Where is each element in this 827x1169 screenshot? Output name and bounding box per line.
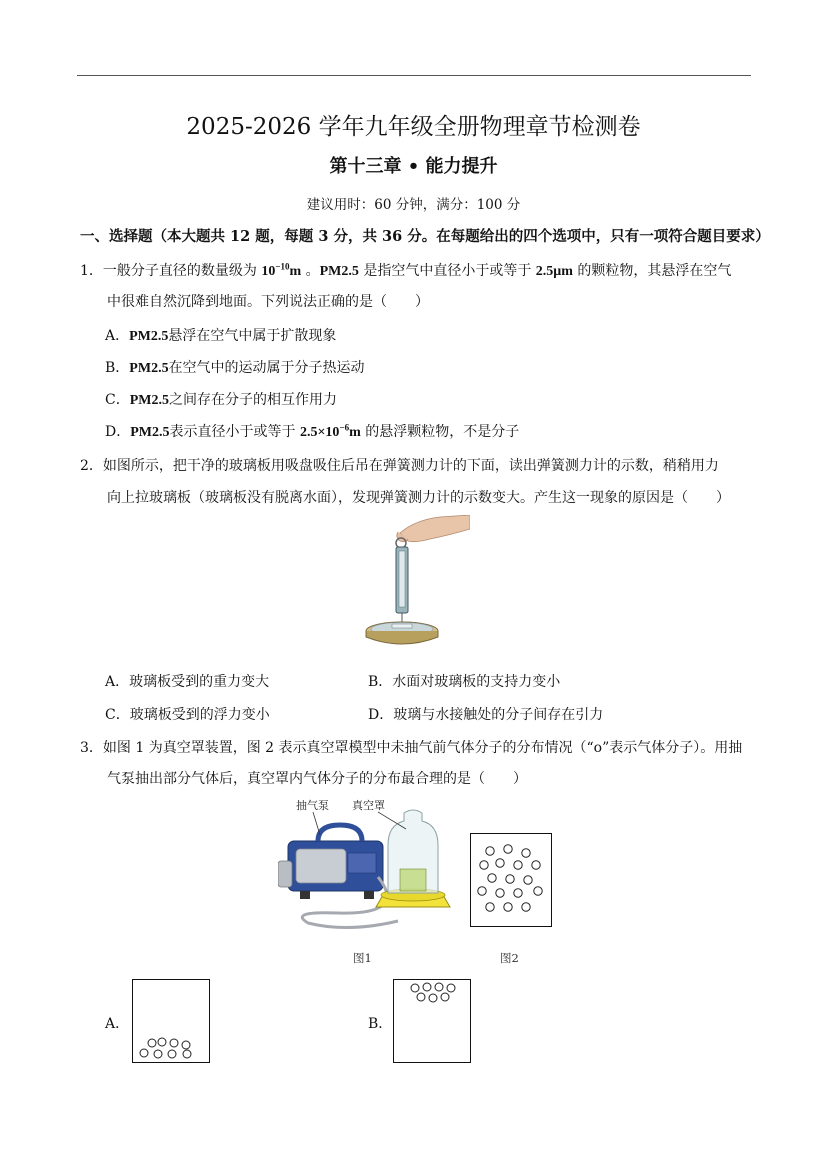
q3-option-a-box [132, 979, 210, 1063]
chapter-subtitle: 第十三章 • 能力提升 [329, 156, 498, 177]
hand-icon [400, 515, 470, 542]
cover-label: 真空罩 [352, 799, 385, 812]
q2-option-d: D．玻璃与水接触处的分子间存在引力 [368, 707, 604, 723]
time-score-info: 建议用时：60 分钟，满分：100 分 [306, 197, 521, 213]
q1-option-b: B．PM2.5在空气中的运动属于分子热运动 [105, 360, 365, 376]
header-rule [77, 75, 751, 76]
q1-option-a: A．PM2.5悬浮在空气中属于扩散现象 [105, 328, 337, 344]
q3-option-a-label: A． [105, 1016, 130, 1032]
figure2-caption: 图2 [500, 951, 519, 965]
page-title: 2025-2026 学年九年级全册物理章节检测卷 [186, 114, 641, 140]
q2-option-b: B．水面对玻璃板的支持力变小 [368, 674, 561, 690]
spring-scale-figure [360, 515, 470, 655]
q3-option-b-label: B． [368, 1016, 393, 1032]
q1-line1: 1．一般分子直径的数量级为 $10^{-10}m$ 。PM2.5 是指空气中直径小于或等于 2.5μm 的颗粒物，其悬浮在空气 [80, 261, 732, 279]
pump-label: 抽气泵 [296, 799, 329, 812]
q2-option-c: C．玻璃板受到的浮力变小 [105, 707, 270, 723]
q3-line2: 气泵抽出部分气体后，真空罩内气体分子的分布最合理的是（ ） [107, 771, 527, 787]
q1-option-d: D．PM2.5表示直径小于或等于 $2.5\times 10^{-6}m$ 的悬浮颗粒物，不是分子 [105, 422, 520, 440]
vacuum-apparatus-figure [278, 795, 458, 935]
molecule-distribution-figure [470, 833, 552, 927]
q3-line1: 3．如图 1 为真空罩装置，图 2 表示真空罩模型中未抽气前气体分子的分布情况（“o”表示气体分子）。用抽 [80, 740, 743, 756]
q2-line2: 向上拉玻璃板（玻璃板没有脱离水面），发现弹簧测力计的示数变大。产生这一现象的原因是（ ） [107, 490, 730, 506]
q2-option-a: A．玻璃板受到的重力变大 [105, 674, 270, 690]
figure1-caption: 图1 [353, 951, 372, 965]
q1-option-c: C．PM2.5之间存在分子的相互作用力 [105, 392, 337, 408]
q1-line2: 中很难自然沉降到地面。下列说法正确的是（ ） [107, 294, 429, 310]
q3-option-b-box [393, 979, 471, 1063]
section-heading: 一、选择题（本大题共 12 题，每题 3 分，共 36 分。在每题给出的四个选项中，只有一项符合题目要求） [80, 228, 770, 245]
q2-line1: 2．如图所示，把干净的玻璃板用吸盘吸住后吊在弹簧测力计的下面，读出弹簧测力计的示数，稍稍用力 [80, 458, 719, 474]
